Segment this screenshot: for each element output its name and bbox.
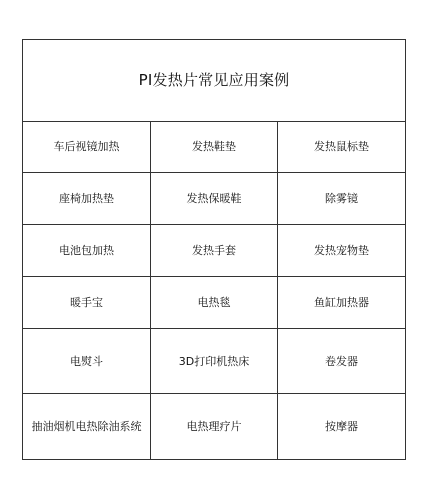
table-cell: 车后视镜加热: [23, 121, 151, 172]
application-cases-table: [22, 39, 406, 460]
table-cell: 发热鼠标垫: [278, 121, 406, 172]
table-cell: 除雾镜: [278, 172, 406, 224]
table-row: [23, 276, 406, 328]
table-cell: 发热保暖鞋: [151, 172, 278, 224]
table-cell: 电热理疗片: [151, 394, 278, 460]
table-title-row: [23, 40, 406, 122]
table-row: [23, 121, 406, 172]
table-cell: 发热宠物垫: [278, 225, 406, 276]
table-cell: 电池包加热: [23, 225, 151, 276]
table-cell: 座椅加热垫: [23, 172, 151, 224]
table-cell: 抽油烟机电热除油系统: [23, 394, 151, 460]
table-cell: 暖手宝: [23, 276, 151, 328]
table-title: PI发热片常见应用案例: [23, 40, 406, 122]
table-cell: 发热鞋垫: [151, 121, 278, 172]
table-cell: 3D打印机热床: [151, 329, 278, 394]
table-row: [23, 172, 406, 224]
table-cell: 卷发器: [278, 329, 406, 394]
table-cell: 电熨斗: [23, 329, 151, 394]
table-row: [23, 225, 406, 276]
table-row: [23, 394, 406, 460]
table-cell: 发热手套: [151, 225, 278, 276]
table-cell: 鱼缸加热器: [278, 276, 406, 328]
table-cell: 电热毯: [151, 276, 278, 328]
table-cell: 按摩器: [278, 394, 406, 460]
table-row: [23, 329, 406, 394]
